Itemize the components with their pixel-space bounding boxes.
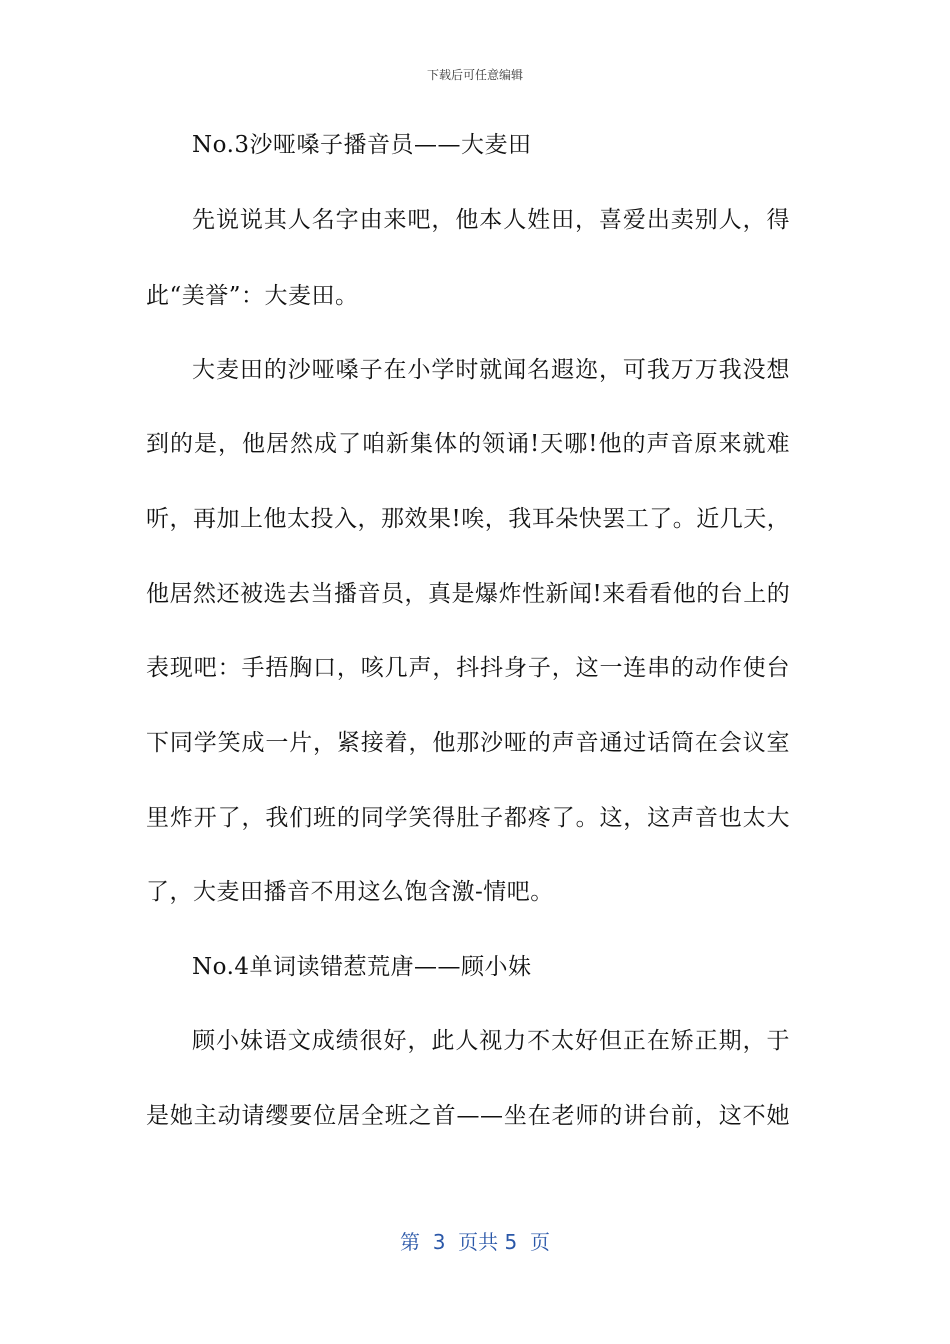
paragraph-line: 顾小妹语文成绩很好，此人视力不太好但正在矫正期，于 (192, 1028, 790, 1054)
page-header: 下载后可任意编辑 (426, 68, 523, 82)
paragraph-line: 此“美誉”：大麦田。 (146, 283, 359, 309)
paragraph-line: 大麦田的沙哑嗓子在小学时就闻名遐迩，可我万万我没想 (192, 357, 790, 383)
paragraph-line: 先说说其人名字由来吧，他本人姓田，喜爱出卖别人，得 (192, 207, 790, 233)
paragraph-line: 他居然还被选去当播音员，真是爆炸性新闻!来看看他的台上的 (146, 581, 791, 607)
paragraph-line: 里炸开了，我们班的同学笑得肚子都疼了。这，这声音也太大 (146, 805, 790, 831)
paragraph-line: 表现吧：手捂胸口，咳几声，抖抖身子，这一连串的动作使台 (146, 655, 790, 681)
paragraph-line: 是她主动请缨要位居全班之首——坐在老师的讲台前，这不她 (146, 1103, 790, 1129)
section-heading-no3: No.3沙哑嗓子播音员——大麦田 (192, 132, 532, 158)
paragraph-line: 听，再加上他太投入，那效果!唉，我耳朵快罢工了。近几天， (146, 506, 791, 532)
paragraph-line: 了，大麦田播音不用这么饱含激-情吧。 (146, 879, 554, 905)
paragraph-line: 下同学笑成一片，紧接着，他那沙哑的声音通过话筒在会议室 (146, 730, 790, 756)
page-footer-page-number: 第 3 页共 5 页 (400, 1230, 550, 1254)
section-heading-no4: No.4单词读错惹荒唐——顾小妹 (192, 954, 532, 980)
paragraph-line: 到的是，他居然成了咱新集体的领诵!天哪!他的声音原来就难 (146, 431, 790, 457)
